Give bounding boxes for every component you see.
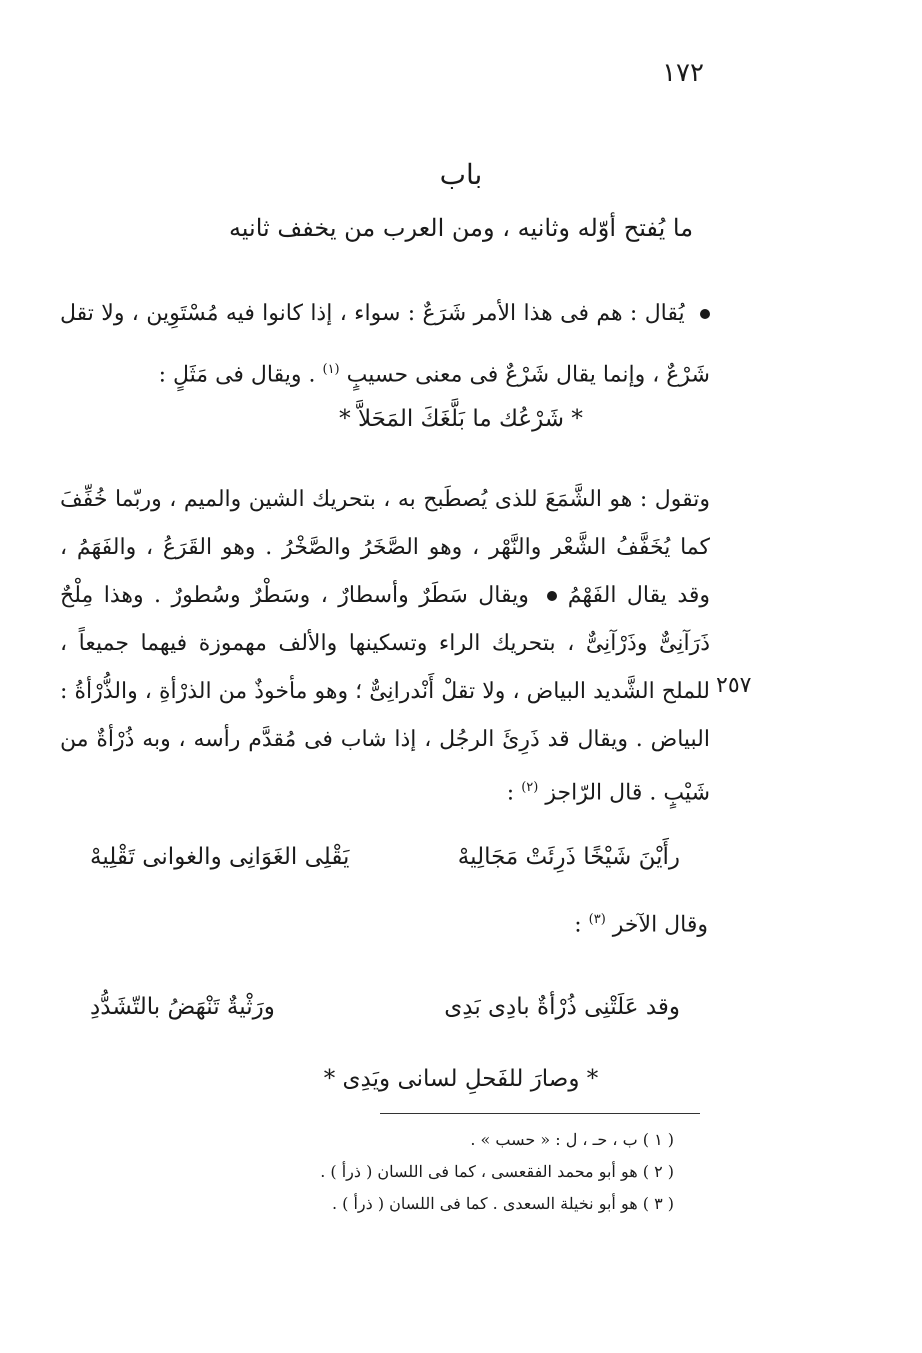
paragraph-2-text-b: ويقال سَطَرٌ وأسطارٌ ، وسَطْرٌ وسُطورٌ . وهذا مِلْحٌ ذَرَآنِىٌّ وذَرْآنِىٌّ ، بتحريك الراء وتسكينها والألف مهموزة فيهما جميعاً ، للملح الشَّديد البياض ، ولا تقلْ أَنْدرانِىٌّ ؛ وهو مأخوذٌ من الذرْأةِ ، والذُّرْأةُ : البياض . ويقال قد ذَرِئَ الرجُل ، إذا شاب فى مُقدَّم رأسه ، وبه ذُرْأةٌ من شَيْبٍ . قال الرّاجز xyxy=(60,583,710,806)
poem-1-hemistich-2: يَقْلِى الغَوَانِى والغوانى تَقْلِيهْ xyxy=(90,844,350,870)
bullet-icon xyxy=(700,309,710,319)
footnote-2: ( ٢ ) هو أبو محمد الفقعسى ، كما فى اللسان ( ذرأ ) . xyxy=(320,1162,674,1181)
paragraph-2-text-a: وتقول : هو الشَّمَعَ للذى يُصطَبح به ، بتحريك الشين والميم ، وربّما خُفِّفَ كما يُخَفَّفُ الشَّعْر والنَّهْر ، وهو الصَّخَرُ والصَّخْرُ . وهو القَرَعُ ، والفَهَمُ ، وقد يقال الفَهْمُ xyxy=(60,487,711,608)
poem-2-intro-text: وقال الآخر xyxy=(612,912,708,938)
footnotes xyxy=(320,1124,674,1220)
paragraph-1-text: يُقال : هم فى هذا الأمر شَرَعٌ : سواء ، إذا كانوا فيه مُسْتَوِين ، ولا تقل شَرْعٌ ، وإنما يقال شَرْعٌ فى معنى حسيبٍ xyxy=(60,301,710,388)
footnote-ref-3: (٣) xyxy=(588,912,606,927)
paragraph-1-tail: . ويقال فى مَثَلٍ : xyxy=(158,362,316,388)
footnote-ref-1: (١) xyxy=(322,362,340,377)
footnote-divider xyxy=(380,1113,700,1114)
footnote-3: ( ٣ ) هو أبو نخيلة السعدى . كما فى اللسان ( ذرأ ) . xyxy=(331,1194,674,1213)
footnote-ref-2: (٢) xyxy=(521,780,539,795)
footnote-1: ( ١ ) ب ، حـ ، ل : « حسب » . xyxy=(470,1130,674,1149)
page-number: ١٧٢ xyxy=(662,58,704,88)
verse-1: * شَرْعُك ما بَلَّغَكَ المَحَلاَّ * xyxy=(339,406,583,432)
paragraph-2 xyxy=(60,476,710,817)
poem-1 xyxy=(90,844,680,870)
poem-2-hemistich-1: وقد عَلَتْنِى ذُرْأةٌ بادِى بَدِى xyxy=(444,994,680,1020)
margin-number: ٢٥٧ xyxy=(716,673,752,698)
bullet-icon xyxy=(547,591,557,601)
verse-2: * وصارَ للفَحلِ لسانى ويَدِى * xyxy=(323,1066,599,1092)
chapter-subtitle: ما يُفتح أوّله وثانيه ، ومن العرب من يخفف ثانيه xyxy=(228,214,694,242)
poem-2-intro xyxy=(574,912,708,937)
poem-2-intro-tail: : xyxy=(574,912,582,938)
chapter-title: باب xyxy=(439,158,483,191)
poem-2-hemistich-2: ورَثْيةٌ تَنْهَضُ بالتّشَدُّدِ xyxy=(90,994,275,1020)
poem-2 xyxy=(90,994,680,1020)
paragraph-2-tail: : xyxy=(506,780,515,806)
poem-1-hemistich-1: رأَيْنَ شَيْخًا ذَرِئَتْ مَجَالِيهْ xyxy=(457,844,680,870)
paragraph-1 xyxy=(60,286,710,403)
